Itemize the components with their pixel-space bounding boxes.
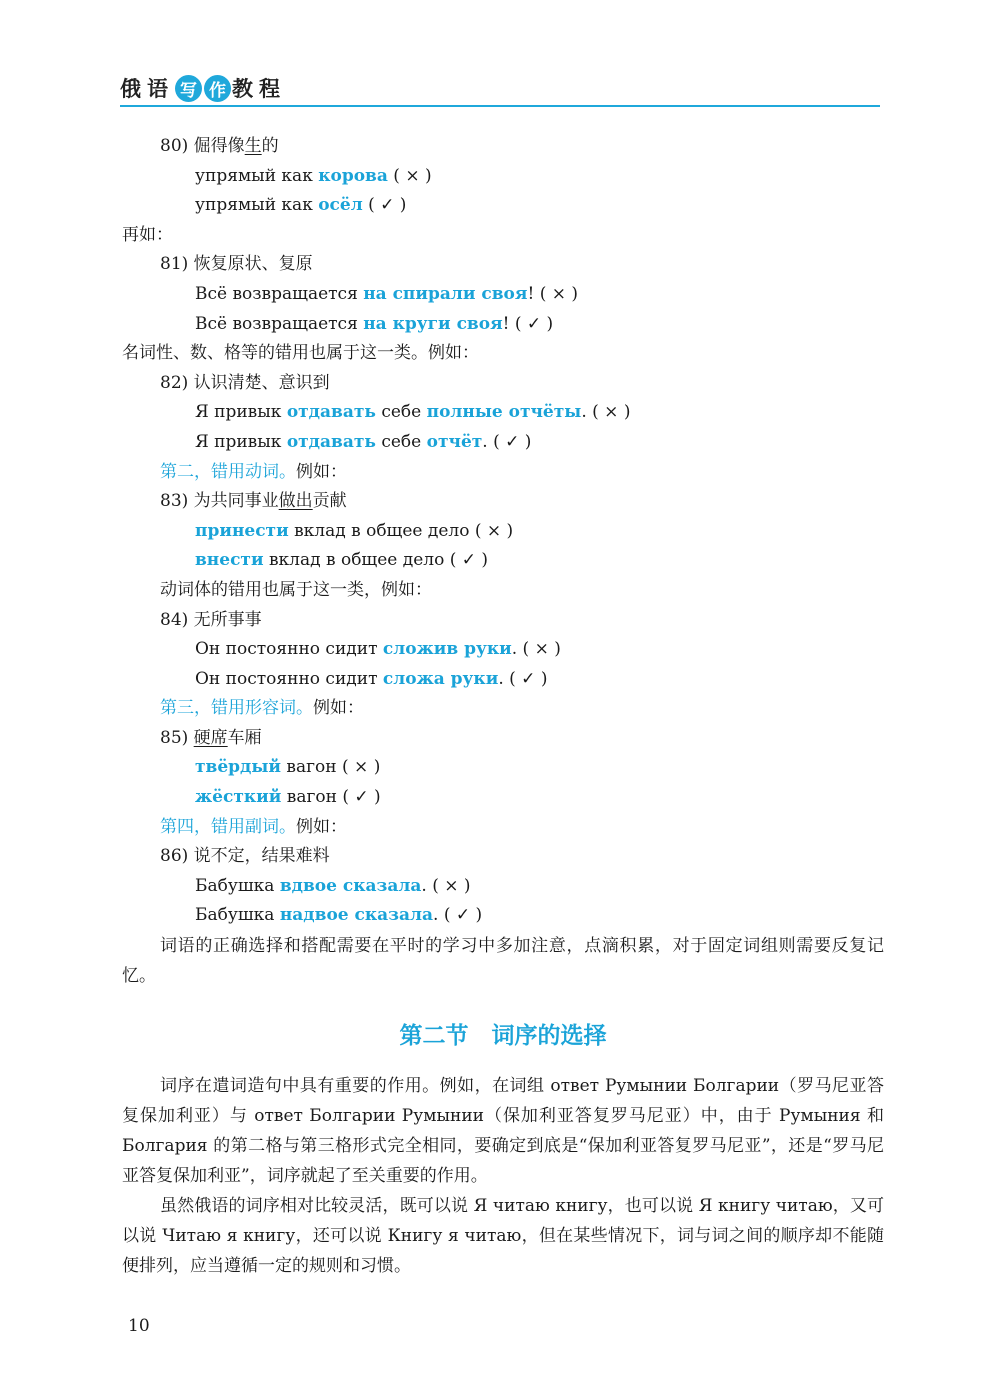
header-circle-char-1: 写 bbox=[175, 75, 202, 102]
highlighted-word: на спирали своя bbox=[363, 283, 528, 304]
example-text: упрямый как bbox=[195, 195, 319, 216]
example-chinese: 的 bbox=[261, 136, 279, 156]
subheading-rest: 例如： bbox=[296, 461, 347, 482]
example-85-heading bbox=[122, 724, 884, 754]
header-circle-char-2: 作 bbox=[204, 75, 231, 102]
example-text: вагон ( ✓ ) bbox=[281, 787, 381, 808]
example-text: себе bbox=[375, 402, 427, 423]
example-84-wrong bbox=[122, 635, 884, 665]
example-85-right bbox=[122, 783, 884, 813]
example-83-wrong bbox=[122, 517, 884, 547]
example-84-heading bbox=[122, 606, 884, 636]
paragraph-2: 虽然俄语的词序相对比较灵活，既可以说 Я читаю книгу，也可以说 Я книгу читаю，又可以说 Читаю я книгу，还可以说 Книгу я читаю，但在某些情况下，词与词之间的顺序却不能随便排列，应当遵循一定的规则和习惯。 bbox=[122, 1196, 884, 1277]
example-number: 80) bbox=[160, 136, 194, 156]
highlighted-word: сложа руки bbox=[382, 668, 499, 689]
example-number: 81) bbox=[160, 254, 194, 275]
example-chinese: 说不定，结果难料 bbox=[193, 846, 330, 867]
example-text: упрямый как bbox=[195, 165, 319, 186]
example-86-heading bbox=[122, 842, 884, 872]
highlighted-word: внести bbox=[195, 550, 264, 571]
example-86-wrong bbox=[122, 872, 884, 902]
header-title-part2: 教程 bbox=[232, 77, 286, 101]
example-text: вклад в общее дело ( ✓ ) bbox=[263, 550, 489, 571]
highlighted-word: твёрдый bbox=[195, 757, 282, 778]
page-body bbox=[122, 132, 884, 1281]
example-text: Всё возвращается bbox=[195, 283, 364, 304]
example-chinese-underlined: 生 bbox=[244, 136, 262, 156]
example-83-right bbox=[122, 546, 884, 576]
highlighted-word: жёсткий bbox=[195, 787, 282, 808]
example-chinese: 贡献 bbox=[312, 491, 347, 512]
mark: ( ✓ ) bbox=[362, 195, 407, 216]
example-chinese-underlined: 硬席 bbox=[193, 727, 228, 748]
example-number: 82) bbox=[160, 372, 194, 393]
example-chinese: 车厢 bbox=[227, 727, 262, 748]
highlighted-word: на круги своя bbox=[363, 313, 503, 334]
example-chinese: 为共同事业 bbox=[193, 491, 279, 512]
page-number: 10 bbox=[128, 1316, 150, 1336]
example-number: 84) bbox=[160, 609, 194, 630]
highlighted-word: корова bbox=[318, 165, 388, 186]
example-80-heading bbox=[122, 132, 884, 162]
example-text: Я привык bbox=[195, 402, 287, 423]
text-line: 再如： bbox=[122, 224, 173, 245]
example-80-wrong bbox=[122, 162, 884, 192]
mark: . ( ✓ ) bbox=[498, 668, 548, 689]
header-rule bbox=[120, 105, 880, 107]
example-number: 86) bbox=[160, 846, 194, 867]
mark: . ( × ) bbox=[581, 402, 631, 423]
example-text: Всё возвращается bbox=[195, 313, 364, 334]
subheading-blue: 第三，错用形容词。 bbox=[160, 698, 313, 719]
example-number: 83) bbox=[160, 491, 194, 512]
example-chinese-underlined: 做出 bbox=[278, 491, 313, 512]
highlighted-word: отдавать bbox=[286, 402, 376, 423]
example-82-heading bbox=[122, 369, 884, 399]
example-text: вклад в общее дело ( × ) bbox=[288, 520, 514, 541]
example-81-heading bbox=[122, 250, 884, 280]
subheading-adverbs bbox=[122, 813, 884, 843]
highlighted-word: осёл bbox=[318, 195, 363, 216]
subheading-rest: 例如： bbox=[296, 816, 347, 837]
mark: . ( ✓ ) bbox=[433, 905, 483, 926]
example-chinese: 倔得像 bbox=[193, 136, 245, 156]
highlighted-word: сложив руки bbox=[382, 639, 512, 660]
mark: . ( ✓ ) bbox=[482, 431, 532, 452]
highlighted-word: отчёт bbox=[426, 431, 483, 452]
mark: ( × ) bbox=[387, 165, 432, 186]
example-80-right bbox=[122, 191, 884, 221]
example-text: вагон ( × ) bbox=[281, 757, 381, 778]
example-82-right bbox=[122, 428, 884, 458]
section-title: 第二节 词序的选择 bbox=[399, 1023, 607, 1050]
highlighted-word: отдавать bbox=[286, 431, 376, 452]
example-83-heading bbox=[122, 487, 884, 517]
subheading-rest: 例如： bbox=[313, 698, 364, 719]
subheading-blue: 第四，错用副词。 bbox=[160, 816, 296, 837]
example-85-wrong bbox=[122, 753, 884, 783]
subheading-verbs bbox=[122, 458, 884, 488]
example-84-right bbox=[122, 665, 884, 695]
example-81-wrong bbox=[122, 280, 884, 310]
example-text: Он постоянно сидит bbox=[195, 639, 383, 660]
mark: ! ( × ) bbox=[527, 283, 579, 304]
highlighted-word: вдвое сказала bbox=[279, 875, 422, 896]
paragraph-1: 词序在遣词造句中具有重要的作用。例如，在词组 ответ Румынии Болгарии（罗马尼亚答复保加利亚）与 ответ Болгарии Румынии（保加利亚答复罗马尼亚）中，由于 Румыния 和 Болгария 的第二格与第三格形式完全相同，要确定到底是“保加利亚答复罗马尼亚”，还是“罗马尼亚答复保加利亚”，词序就起了至关重要的作用。 bbox=[122, 1076, 884, 1187]
example-text: Бабушка bbox=[195, 875, 280, 896]
summary-paragraph: 词语的正确选择和搭配需要在平时的学习中多加注意，点滴积累，对于固定词组则需要反复记忆。 bbox=[122, 936, 884, 987]
example-82-wrong bbox=[122, 398, 884, 428]
subheading-blue: 第二，错用动词。 bbox=[160, 461, 296, 482]
example-text: себе bbox=[375, 431, 427, 452]
example-chinese: 恢复原状、复原 bbox=[193, 254, 313, 275]
example-text: Бабушка bbox=[195, 905, 280, 926]
example-text: Он постоянно сидит bbox=[195, 668, 383, 689]
header-title-part1: 俄语 bbox=[120, 77, 174, 101]
highlighted-word: надвое сказала bbox=[279, 905, 434, 926]
running-header bbox=[120, 70, 286, 106]
text-line: 动词体的错用也属于这一类，例如： bbox=[160, 579, 432, 600]
highlighted-word: полные отчёты bbox=[426, 402, 582, 423]
mark: ! ( ✓ ) bbox=[502, 313, 554, 334]
highlighted-word: принести bbox=[195, 520, 289, 541]
example-text: Я привык bbox=[195, 431, 287, 452]
mark: . ( × ) bbox=[511, 639, 561, 660]
example-86-right bbox=[122, 901, 884, 931]
example-81-right bbox=[122, 310, 884, 340]
mark: . ( × ) bbox=[421, 875, 471, 896]
example-chinese: 认识清楚、意识到 bbox=[193, 372, 330, 393]
text-line: 名词性、数、格等的错用也属于这一类。例如： bbox=[122, 343, 479, 364]
example-chinese: 无所事事 bbox=[193, 609, 262, 630]
example-number: 85) bbox=[160, 727, 194, 748]
subheading-adjectives bbox=[122, 694, 884, 724]
